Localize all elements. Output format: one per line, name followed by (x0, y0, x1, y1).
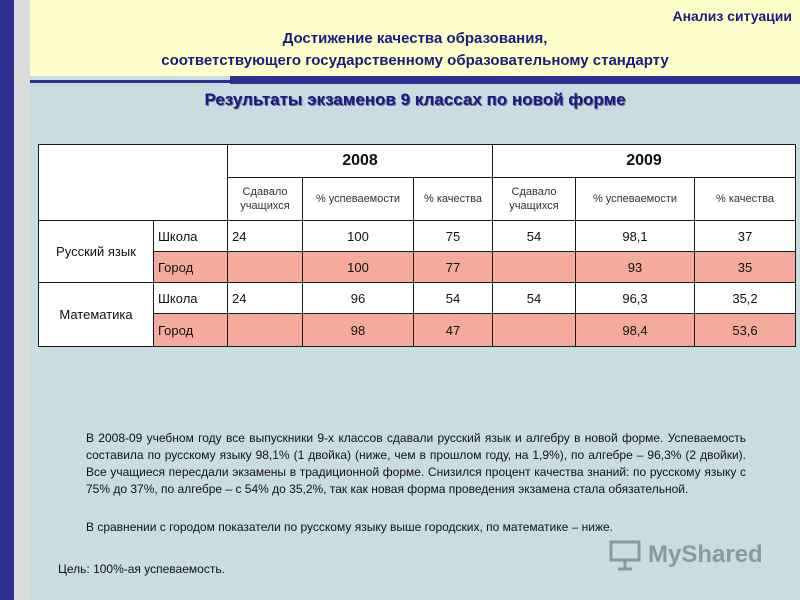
table-cell: 35,2 (695, 283, 796, 314)
slide-title (30, 28, 800, 72)
table-cell: 54 (414, 283, 493, 314)
table-cell: 53,6 (695, 314, 796, 347)
watermark-logo (608, 538, 763, 572)
table-cell (228, 252, 303, 283)
subject-label: Математика (39, 283, 154, 347)
exam-results-table (38, 144, 796, 347)
table-cell (493, 252, 576, 283)
table-cell: 100 (303, 252, 414, 283)
table-cell: 77 (414, 252, 493, 283)
col-header: % качества (414, 178, 493, 221)
table-cell: 98,4 (576, 314, 695, 347)
table-cell: 54 (493, 283, 576, 314)
col-header: % качества (695, 178, 796, 221)
table-cell: 98 (303, 314, 414, 347)
row-label: Школа (154, 283, 228, 314)
table-cell: 47 (414, 314, 493, 347)
year-header-2008: 2008 (228, 145, 493, 178)
col-header: Сдавало учащихся (493, 178, 576, 221)
goal-text: Цель: 100%-ая успеваемость. (58, 562, 225, 576)
table-cell: 37 (695, 221, 796, 252)
table-cell: 96,3 (576, 283, 695, 314)
header-divider-thick (230, 76, 800, 84)
table-cell: 24 (228, 221, 303, 252)
col-header: % успеваемости (303, 178, 414, 221)
table-cell: 35 (695, 252, 796, 283)
presentation-board-icon (608, 538, 642, 572)
row-label: Школа (154, 221, 228, 252)
table-cell: 96 (303, 283, 414, 314)
table-cell: 93 (576, 252, 695, 283)
col-header: Сдавало учащихся (228, 178, 303, 221)
slide-subtitle: Результаты экзаменов 9 классах по новой форме (204, 90, 626, 109)
table-corner-cell (39, 145, 228, 221)
table-cell: 54 (493, 221, 576, 252)
watermark-text: MyShared (648, 541, 763, 568)
table-cell: 24 (228, 283, 303, 314)
row-label: Город (154, 314, 228, 347)
summary-paragraph: В 2008-09 учебном году все выпускники 9-х классов сдавали русский язык и алгебру в новой форме. Успеваемость составила по русскому языку 98,1% (1 двойка) (ниже, чем в прошлом году, на 1,9%), по алгебре – 96,3% (2 двойки). Все учащиеся пересдали экзамены в традиционной форме. Снизился процент качества знаний: по русскому языку с 75% до 37%, по алгебре – с 54% до 35,2%, так как новая форма проведения экзамена стала обязательной. (86, 431, 746, 496)
comparison-paragraph: В сравнении с городом показатели по русскому языку выше городских, по математике – ниже. (86, 520, 613, 534)
section-label: Анализ ситуации (672, 8, 792, 24)
table-cell (493, 314, 576, 347)
row-label: Город (154, 252, 228, 283)
col-header: % успеваемости (576, 178, 695, 221)
table-cell (228, 314, 303, 347)
table-cell: 100 (303, 221, 414, 252)
left-sidebar-bar (0, 0, 14, 600)
table-cell: 98,1 (576, 221, 695, 252)
year-header-2009: 2009 (493, 145, 796, 178)
title-line-1: Достижение качества образования, (282, 30, 548, 47)
left-sidebar-strip (14, 0, 30, 600)
title-line-2: соответствующего государственному образовательному стандарту (161, 52, 669, 69)
table-cell: 75 (414, 221, 493, 252)
subject-label: Русский язык (39, 221, 154, 283)
